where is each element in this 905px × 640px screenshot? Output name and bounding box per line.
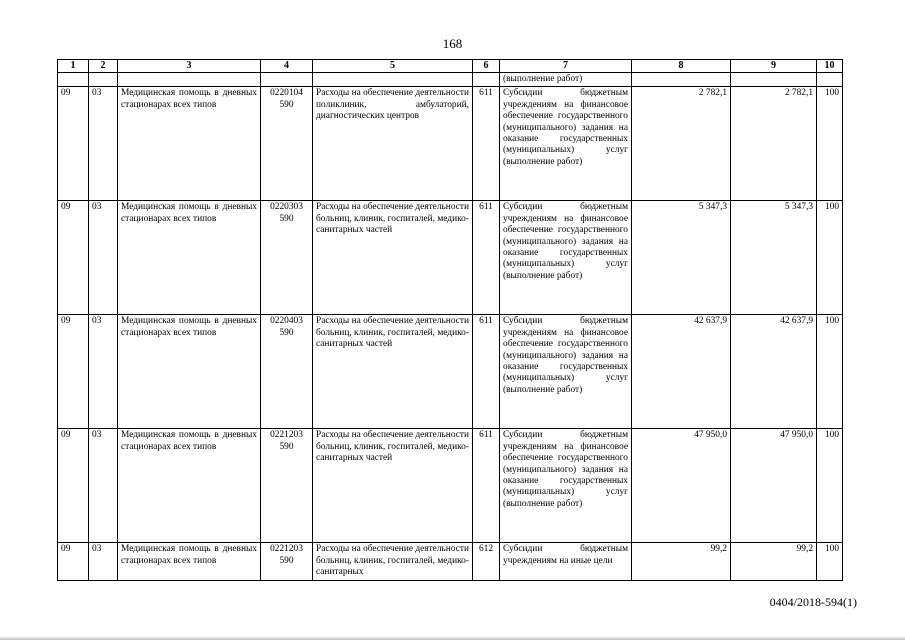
expense-description: Расходы на обеспечение деятельности больниц, клиник, госпиталей, медико-санитарных частей <box>313 201 473 315</box>
table-row <box>58 315 843 429</box>
amount-actual: 42 637,9 <box>731 315 817 429</box>
expense-type-name: Субсидии бюджетным учреждениям на финансовое обеспечение государственного (муниципального) задания на оказание государственных (муниципальных) услуг (выполнение работ) <box>500 201 632 315</box>
header-cell-9: 9 <box>731 60 817 73</box>
table-row <box>58 201 843 315</box>
header-row <box>58 60 843 73</box>
expense-type-name: Субсидии бюджетным учреждениям на иные цели <box>500 543 632 580</box>
expense-description: Расходы на обеспечение деятельности поликлиник, амбулаторий, диагностических центров <box>313 87 473 201</box>
expense-type-name: Субсидии бюджетным учреждениям на финансовое обеспечение государственного (муниципального) задания на оказание государственных (муниципальных) услуг (выполнение работ) <box>500 429 632 543</box>
continued-row <box>58 73 843 87</box>
table-row <box>58 429 843 543</box>
subsection-code: 03 <box>89 429 118 543</box>
section-code: 09 <box>58 201 89 315</box>
amount-planned: 5 347,3 <box>632 201 731 315</box>
header-cell-1: 1 <box>58 60 89 73</box>
program-name: Медицинская помощь в дневных стационарах всех типов <box>118 315 261 429</box>
subsection-code: 03 <box>89 87 118 201</box>
execution-percent: 100 <box>817 429 843 543</box>
expense-description: Расходы на обеспечение деятельности больниц, клиник, госпиталей, медико-санитарных <box>313 543 473 580</box>
section-code: 09 <box>58 429 89 543</box>
amount-actual: 99,2 <box>731 543 817 580</box>
header-cell-6: 6 <box>473 60 500 73</box>
table-cell <box>313 73 473 87</box>
execution-percent: 100 <box>817 201 843 315</box>
program-name: Медицинская помощь в дневных стационарах всех типов <box>118 429 261 543</box>
table-cell <box>118 73 261 87</box>
amount-planned: 47 950,0 <box>632 429 731 543</box>
amount-planned: 2 782,1 <box>632 87 731 201</box>
header-cell-7: 7 <box>500 60 632 73</box>
program-name: Медицинская помощь в дневных стационарах всех типов <box>118 201 261 315</box>
expense-type-code: 611 <box>473 201 500 315</box>
execution-percent: 100 <box>817 543 843 580</box>
header-cell-4: 4 <box>261 60 313 73</box>
table-row <box>58 543 843 580</box>
table-cell <box>89 73 118 87</box>
expense-type-name: Субсидии бюджетным учреждениям на финансовое обеспечение государственного (муниципального) задания на оказание государственных (муниципальных) услуг (выполнение работ) <box>500 87 632 201</box>
header-cell-2: 2 <box>89 60 118 73</box>
execution-percent: 100 <box>817 87 843 201</box>
expense-type-code: 612 <box>473 543 500 580</box>
program-name: Медицинская помощь в дневных стационарах всех типов <box>118 543 261 580</box>
target-article-code: 0221203 590 <box>261 429 313 543</box>
expense-type-name: Субсидии бюджетным учреждениям на финансовое обеспечение государственного (муниципального) задания на оказание государственных (муниципальных) услуг (выполнение работ) <box>500 315 632 429</box>
target-article-code: 0220104 590 <box>261 87 313 201</box>
table-cell <box>473 73 500 87</box>
header-cell-8: 8 <box>632 60 731 73</box>
page-number: 168 <box>442 36 463 51</box>
table-cell <box>58 73 89 87</box>
header-cell-3: 3 <box>118 60 261 73</box>
amount-planned: 42 637,9 <box>632 315 731 429</box>
budget-table <box>57 59 843 581</box>
header-cell-10: 10 <box>817 60 843 73</box>
subsection-code: 03 <box>89 315 118 429</box>
amount-planned: 99,2 <box>632 543 731 580</box>
table-cell <box>817 73 843 87</box>
expense-description: Расходы на обеспечение деятельности больниц, клиник, госпиталей, медико-санитарных частей <box>313 429 473 543</box>
scan-edge <box>0 636 905 640</box>
expense-description: Расходы на обеспечение деятельности больниц, клиник, госпиталей, медико-санитарных частей <box>313 315 473 429</box>
table-cell <box>632 73 731 87</box>
table-cell <box>731 73 817 87</box>
header-cell-5: 5 <box>313 60 473 73</box>
program-name: Медицинская помощь в дневных стационарах всех типов <box>118 87 261 201</box>
amount-actual: 47 950,0 <box>731 429 817 543</box>
expense-type-code: 611 <box>473 87 500 201</box>
amount-actual: 2 782,1 <box>731 87 817 201</box>
subsection-code: 03 <box>89 201 118 315</box>
expense-type-code: 611 <box>473 315 500 429</box>
amount-actual: 5 347,3 <box>731 201 817 315</box>
expense-type-code: 611 <box>473 429 500 543</box>
document-code: 0404/2018-594(1) <box>769 595 857 609</box>
section-code: 09 <box>58 315 89 429</box>
section-code: 09 <box>58 543 89 580</box>
execution-percent: 100 <box>817 315 843 429</box>
continued-text: (выполнение работ) <box>500 73 632 87</box>
target-article-code: 0221203 590 <box>261 543 313 580</box>
section-code: 09 <box>58 87 89 201</box>
target-article-code: 0220303 590 <box>261 201 313 315</box>
subsection-code: 03 <box>89 543 118 580</box>
table-row <box>58 87 843 201</box>
target-article-code: 0220403 590 <box>261 315 313 429</box>
table-cell <box>261 73 313 87</box>
